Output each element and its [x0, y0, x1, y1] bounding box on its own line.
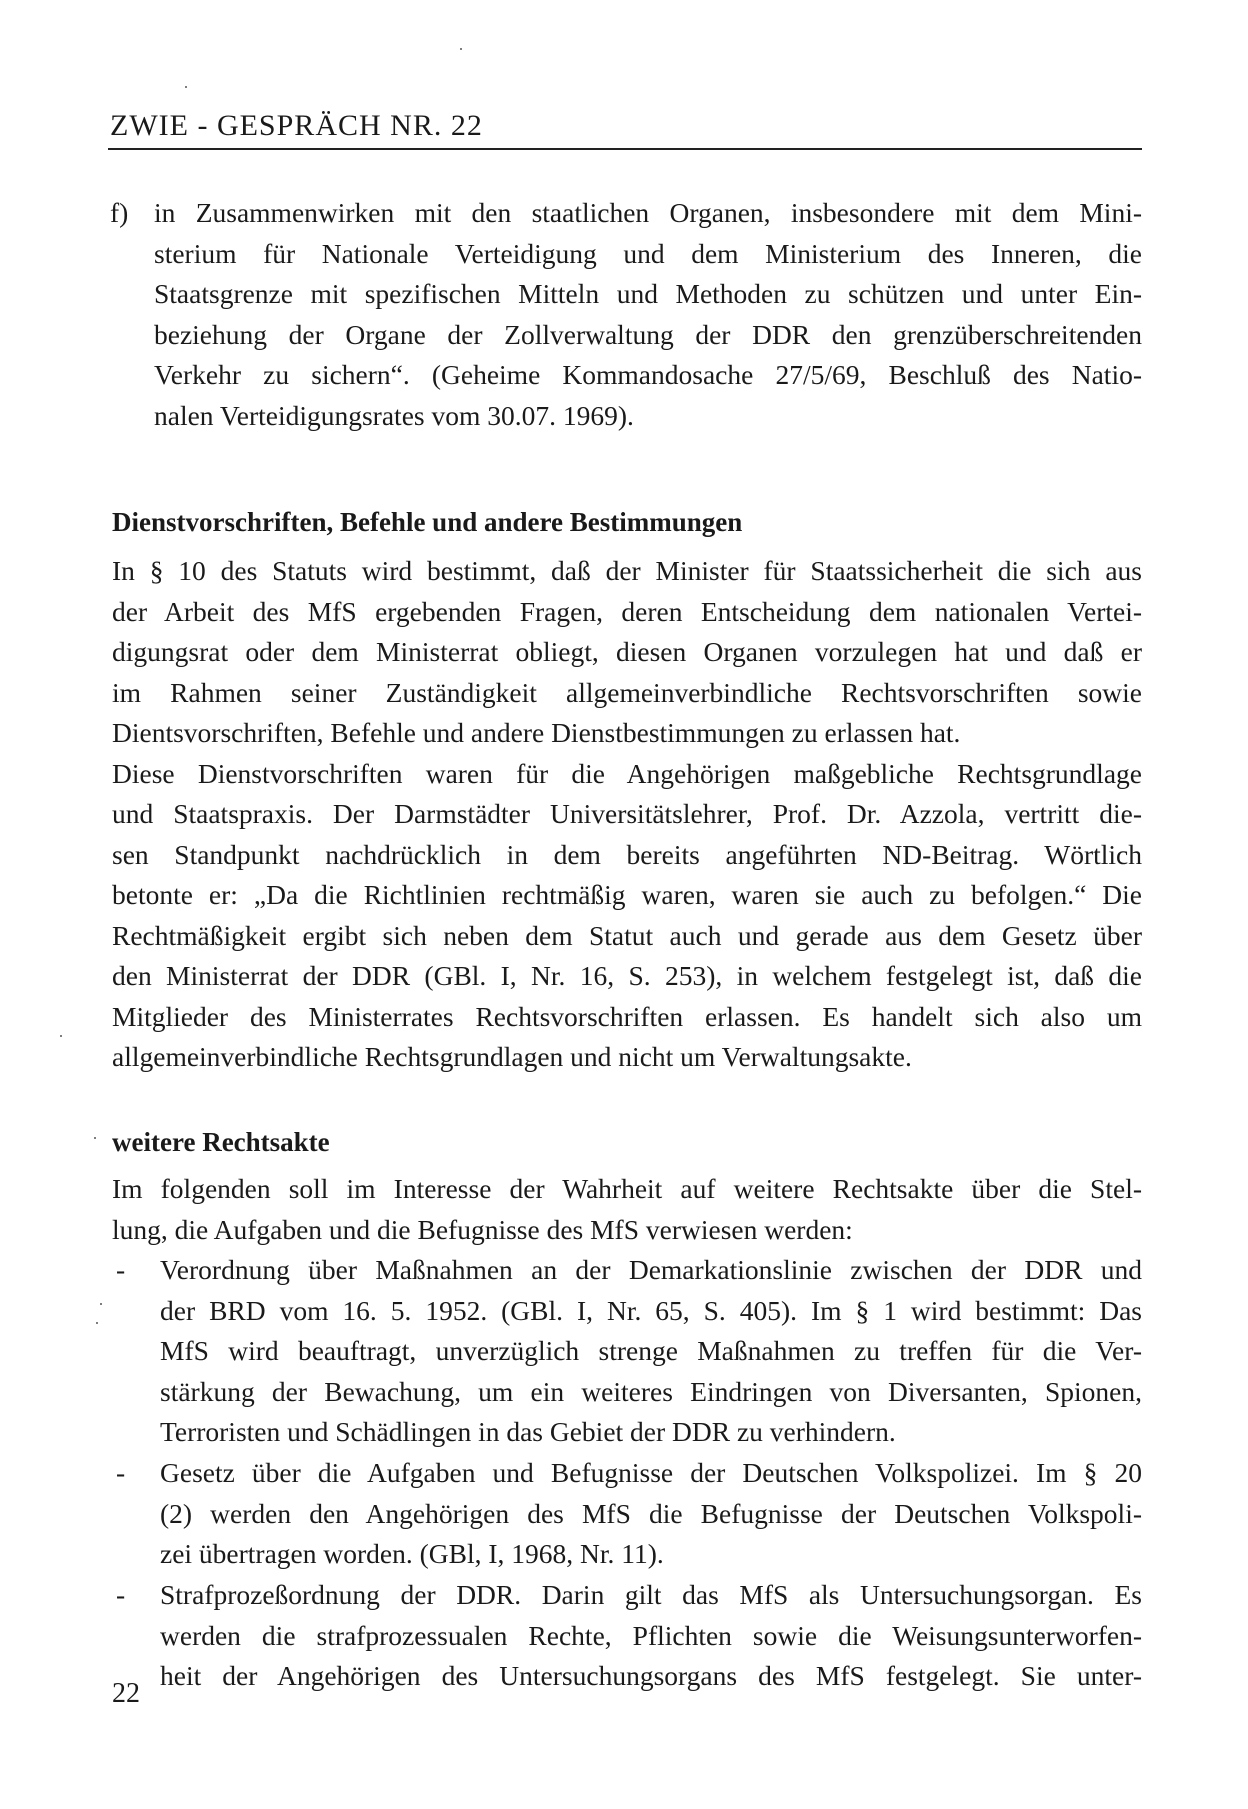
text-line: der BRD vom 16. 5. 1952. (GBl. I, Nr. 65, S. 405). Im § 1 wird bestimmt: Das: [160, 1294, 1142, 1326]
text-line: der Arbeit des MfS ergebenden Fragen, deren Entscheidung dem nationalen Vertei-: [112, 595, 1142, 627]
text-line: Dientsvorschriften, Befehle und andere Dienstbestimmungen zu erlassen hat.: [112, 717, 961, 748]
text-line: Verordnung über Maßnahmen an der Demarkationslinie zwischen der DDR und: [160, 1254, 1142, 1285]
section2-intro: [112, 1169, 1142, 1250]
scan-speck: [185, 86, 187, 88]
text-line: heit der Angehörigen des Untersuchungsorgans des MfS festgelegt. Sie unter-: [160, 1660, 1142, 1691]
text-line: Diese Dienstvorschriften waren für die Angehörigen maßgebliche Rechtsgrundlage: [112, 757, 1142, 789]
text-line: betonte er: „Da die Richtlinien rechtmäßig waren, waren sie auch zu befolgen.“ Die: [112, 879, 1142, 910]
text-line: den Ministerrat der DDR (GBl. I, Nr. 16, S. 253), in welchem festgelegt ist, daß die: [112, 960, 1142, 991]
scan-speck: [94, 1137, 96, 1139]
text-line: und Staatspraxis. Der Darmstädter Universitätslehrer, Prof. Dr. Azzola, vertritt die-: [112, 798, 1142, 829]
list-bullet: -: [116, 1254, 126, 1285]
text-line: MfS wird beauftragt, unverzüglich strenge Maßnahmen zu treffen für die Ver-: [160, 1335, 1142, 1366]
text-line: Rechtmäßigkeit ergibt sich neben dem Statut auch und gerade aus dem Gesetz über: [112, 919, 1142, 951]
text-line: Terroristen und Schädlingen in das Gebiet der DDR zu verhindern.: [160, 1416, 896, 1447]
scan-speck: [100, 1303, 102, 1305]
text-line: zei übertragen worden. (GBl, I, 1968, Nr. 11).: [160, 1538, 664, 1569]
text-line: werden die strafprozessualen Rechte, Pflichten sowie die Weisungsunterworfen-: [160, 1619, 1142, 1651]
text-line: im Rahmen seiner Zuständigkeit allgemeinverbindliche Rechtsvorschriften sowie: [112, 676, 1142, 708]
item-f-text: [154, 193, 1142, 436]
item-f-marker: f): [110, 197, 129, 228]
text-line: allgemeinverbindliche Rechtsgrundlagen und nicht um Verwaltungsakte.: [112, 1041, 912, 1072]
running-header: ZWIE - GESPRÄCH NR. 22: [110, 109, 483, 142]
text-line: Strafprozeßordnung der DDR. Darin gilt das MfS als Untersuchungsorgan. Es: [160, 1579, 1142, 1610]
text-line: Verkehr zu sichern“. (Geheime Kommandosache 27/5/69, Beschluß des Natio-: [154, 359, 1142, 390]
text-line: Im folgenden soll im Interesse der Wahrheit auf weitere Rechtsakte über die Stel-: [112, 1173, 1142, 1204]
scan-speck: [460, 48, 462, 50]
text-line: lung, die Aufgaben und die Befugnisse des MfS verwiesen werden:: [112, 1213, 853, 1245]
header-rule: [108, 148, 1142, 150]
text-line: digungsrat oder dem Ministerrat obliegt, diesen Organen vorzulegen hat und daß er: [112, 636, 1142, 667]
list-item-gesetz-volkspolizei: [160, 1453, 1142, 1575]
text-line: In § 10 des Statuts wird bestimmt, daß der Minister für Staatssicherheit die sich aus: [112, 555, 1142, 586]
text-line: Mitglieder des Ministerrates Rechtsvorschriften erlassen. Es handelt sich also um: [112, 1000, 1142, 1032]
list-bullet: -: [116, 1457, 126, 1488]
text-line: (2) werden den Angehörigen des MfS die Befugnisse der Deutschen Volkspoli-: [160, 1497, 1142, 1529]
scan-speck: [96, 1322, 98, 1324]
list-item-verordnung: [160, 1250, 1142, 1453]
list-bullet: -: [116, 1579, 126, 1610]
section-heading-dienstvorschriften: Dienstvorschriften, Befehle und andere Bestimmungen: [112, 507, 743, 537]
text-line: in Zusammenwirken mit den staatlichen Organen, insbesondere mit dem Mini-: [154, 197, 1142, 228]
scan-speck: [60, 1035, 62, 1037]
section-heading-weitere-rechtsakte: weitere Rechtsakte: [112, 1127, 330, 1157]
text-line: Staatsgrenze mit spezifischen Mitteln und Methoden zu schützen und unter Ein-: [154, 278, 1142, 309]
list-item-strafprozessordnung: [160, 1575, 1142, 1697]
text-line: Gesetz über die Aufgaben und Befugnisse der Deutschen Volkspolizei. Im § 20: [160, 1457, 1142, 1488]
text-line: stärkung der Bewachung, um ein weiteres Eindringen von Diversanten, Spionen,: [160, 1375, 1142, 1407]
text-line: nalen Verteidigungsrates vom 30.07. 1969).: [154, 399, 634, 431]
section1-paragraph: [112, 551, 1142, 1078]
text-line: sterium für Nationale Verteidigung und dem Ministerium des Inneren, die: [154, 237, 1142, 269]
text-line: sen Standpunkt nachdrücklich in dem bereits angeführten ND-Beitrag. Wörtlich: [112, 838, 1142, 870]
text-line: beziehung der Organe der Zollverwaltung der DDR den grenzüberschreitenden: [154, 318, 1142, 350]
page-number: 22: [112, 1678, 140, 1709]
